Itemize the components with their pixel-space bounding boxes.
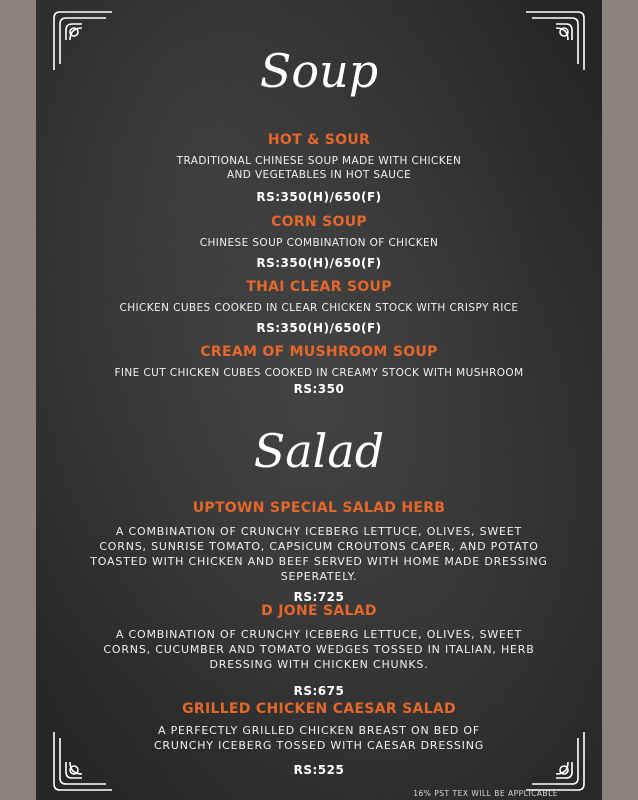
item-price: RS:350(H)/650(F) (256, 256, 382, 270)
item-description-line: CORNS, SUNRISE TOMATO, CAPSICUM CROUTONS CAPER, AND POTATO (99, 540, 539, 553)
item-price: RS:725 (293, 590, 345, 604)
item-price: RS:525 (293, 763, 345, 777)
item-name: GRILLED CHICKEN CAESAR SALAD (182, 701, 456, 717)
item-description-line: FINE CUT CHICKEN CUBES COOKED IN CREAMY STOCK WITH MUSHROOM (114, 367, 524, 379)
menu-item (36, 701, 602, 777)
item-description-line: CORNS, CUCUMBER AND TOMATO WEDGES TOSSED IN ITALIAN, HERB (103, 643, 535, 656)
item-name: THAI CLEAR SOUP (246, 279, 392, 295)
item-name: D JONE SALAD (261, 603, 377, 619)
item-description-line: TRADITIONAL CHINESE SOUP MADE WITH CHICKEN (176, 155, 462, 167)
item-price: RS:675 (293, 684, 345, 698)
item-description-line: A COMBINATION OF CRUNCHY ICEBERG LETTUCE, OLIVES, SWEET (115, 525, 523, 538)
menu-item (36, 603, 602, 698)
tax-footnote: 16% PST TEX WILL BE APPLICABLE (413, 789, 558, 798)
item-price: RS:350 (293, 382, 345, 396)
section-title-salad: Salad (253, 424, 385, 478)
item-name: CORN SOUP (271, 214, 367, 230)
item-description-line: TOASTED WITH CHICKEN AND BEEF SERVED WITH HOME MADE DRESSING (90, 555, 548, 568)
menu-item (36, 214, 602, 270)
menu-item (36, 344, 602, 396)
item-description-line: DRESSING WITH CHICKEN CHUNKS. (209, 658, 429, 671)
item-description-line: CHICKEN CUBES COOKED IN CLEAR CHICKEN STOCK WITH CRISPY RICE (119, 302, 519, 314)
item-name: UPTOWN SPECIAL SALAD HERB (192, 500, 446, 516)
item-description-line: CHINESE SOUP COMBINATION OF CHICKEN (199, 237, 439, 249)
item-description-line: SEPERATELY. (280, 570, 358, 583)
menu-item (36, 132, 602, 204)
item-description-line: A COMBINATION OF CRUNCHY ICEBERG LETTUCE, OLIVES, SWEET (115, 628, 523, 641)
menu-item (36, 500, 602, 604)
menu-item (36, 279, 602, 335)
section-title-soup: Soup (259, 44, 379, 98)
item-name: CREAM OF MUSHROOM SOUP (200, 344, 438, 360)
item-name: HOT & SOUR (267, 132, 371, 148)
item-price: RS:350(H)/650(F) (256, 321, 382, 335)
item-price: RS:350(H)/650(F) (256, 190, 382, 204)
item-description-line: AND VEGETABLES IN HOT SAUCE (226, 169, 412, 181)
item-description-line: A PERFECTLY GRILLED CHICKEN BREAST ON BED OF (157, 724, 481, 737)
item-description-line: CRUNCHY ICEBERG TOSSED WITH CAESAR DRESSING (153, 739, 485, 752)
menu-page (36, 0, 602, 800)
